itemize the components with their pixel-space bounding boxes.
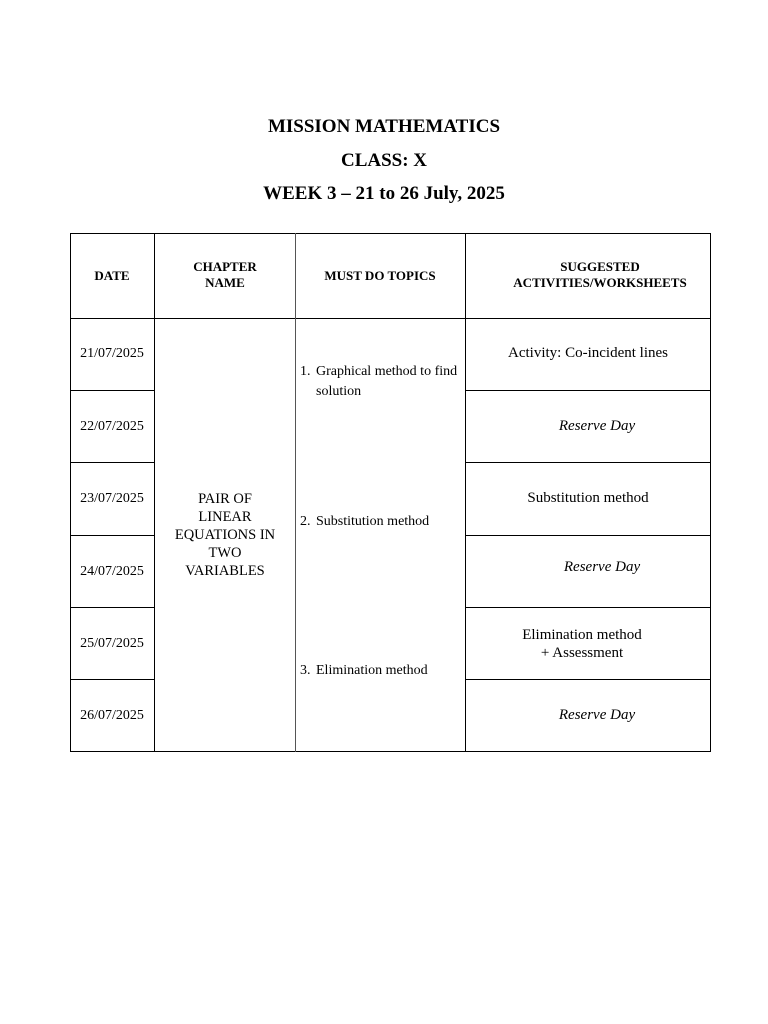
row-divider-date — [70, 535, 154, 536]
week-label: WEEK 3 – 21 to 26 July, 2025 — [263, 183, 505, 204]
topic-item — [300, 512, 462, 532]
topic-text: Substitution method — [316, 514, 430, 529]
chapter-name-line: LINEAR — [198, 509, 252, 525]
row-divider-activity — [465, 535, 711, 536]
activity-line: Elimination method — [522, 627, 642, 643]
activity-cell: Substitution method — [527, 490, 649, 506]
row-divider-date — [70, 390, 154, 391]
chapter-name-line: EQUATIONS IN — [174, 527, 276, 543]
topic-number: 1. — [300, 364, 311, 379]
column-header-topics: MUST DO TOPICS — [324, 268, 436, 283]
column-divider-2 — [295, 233, 296, 752]
date-cell: 25/07/2025 — [80, 636, 144, 651]
activity-cell: Activity: Co-incident lines — [508, 345, 668, 361]
topic-number: 2. — [300, 514, 311, 529]
chapter-name-line: TWO — [208, 545, 242, 561]
column-header-chapter: CHAPTER NAME — [193, 259, 257, 290]
date-cell: 22/07/2025 — [80, 419, 144, 434]
document-title: MISSION MATHEMATICS — [267, 116, 501, 137]
column-header-date: DATE — [94, 268, 130, 283]
date-cell: 23/07/2025 — [80, 491, 144, 506]
activity-cell: Reserve Day — [563, 559, 641, 575]
chapter-name-line: VARIABLES — [185, 563, 265, 579]
row-divider-date — [70, 462, 154, 463]
activity-cell: Reserve Day — [558, 418, 636, 434]
topic-text: Graphical method to find solution — [316, 364, 458, 399]
table-border-top — [70, 233, 711, 234]
row-divider-activity — [465, 607, 711, 608]
table-border-header-bottom — [70, 318, 711, 319]
date-cell: 26/07/2025 — [80, 708, 144, 723]
row-divider-activity — [465, 679, 711, 680]
row-divider-activity — [465, 462, 711, 463]
activity-line: + Assessment — [540, 645, 624, 661]
column-header-activities: SUGGESTED ACTIVITIES/WORKSHEETS — [513, 259, 687, 290]
topic-text: Elimination method — [316, 663, 428, 678]
activity-cell: Reserve Day — [558, 707, 636, 723]
date-cell: 21/07/2025 — [80, 346, 144, 361]
row-divider-date — [70, 607, 154, 608]
activity-cell — [460, 626, 704, 662]
topic-item — [300, 661, 462, 681]
row-divider-date — [70, 679, 154, 680]
row-divider-activity — [465, 390, 711, 391]
date-cell: 24/07/2025 — [80, 564, 144, 579]
chapter-name — [155, 490, 295, 580]
class-label: CLASS: X — [340, 150, 428, 171]
topic-number: 3. — [300, 663, 311, 678]
table-border-bottom — [70, 751, 711, 752]
topic-item — [300, 362, 462, 402]
table-border-right — [710, 233, 711, 752]
chapter-name-line: PAIR OF — [198, 491, 252, 507]
